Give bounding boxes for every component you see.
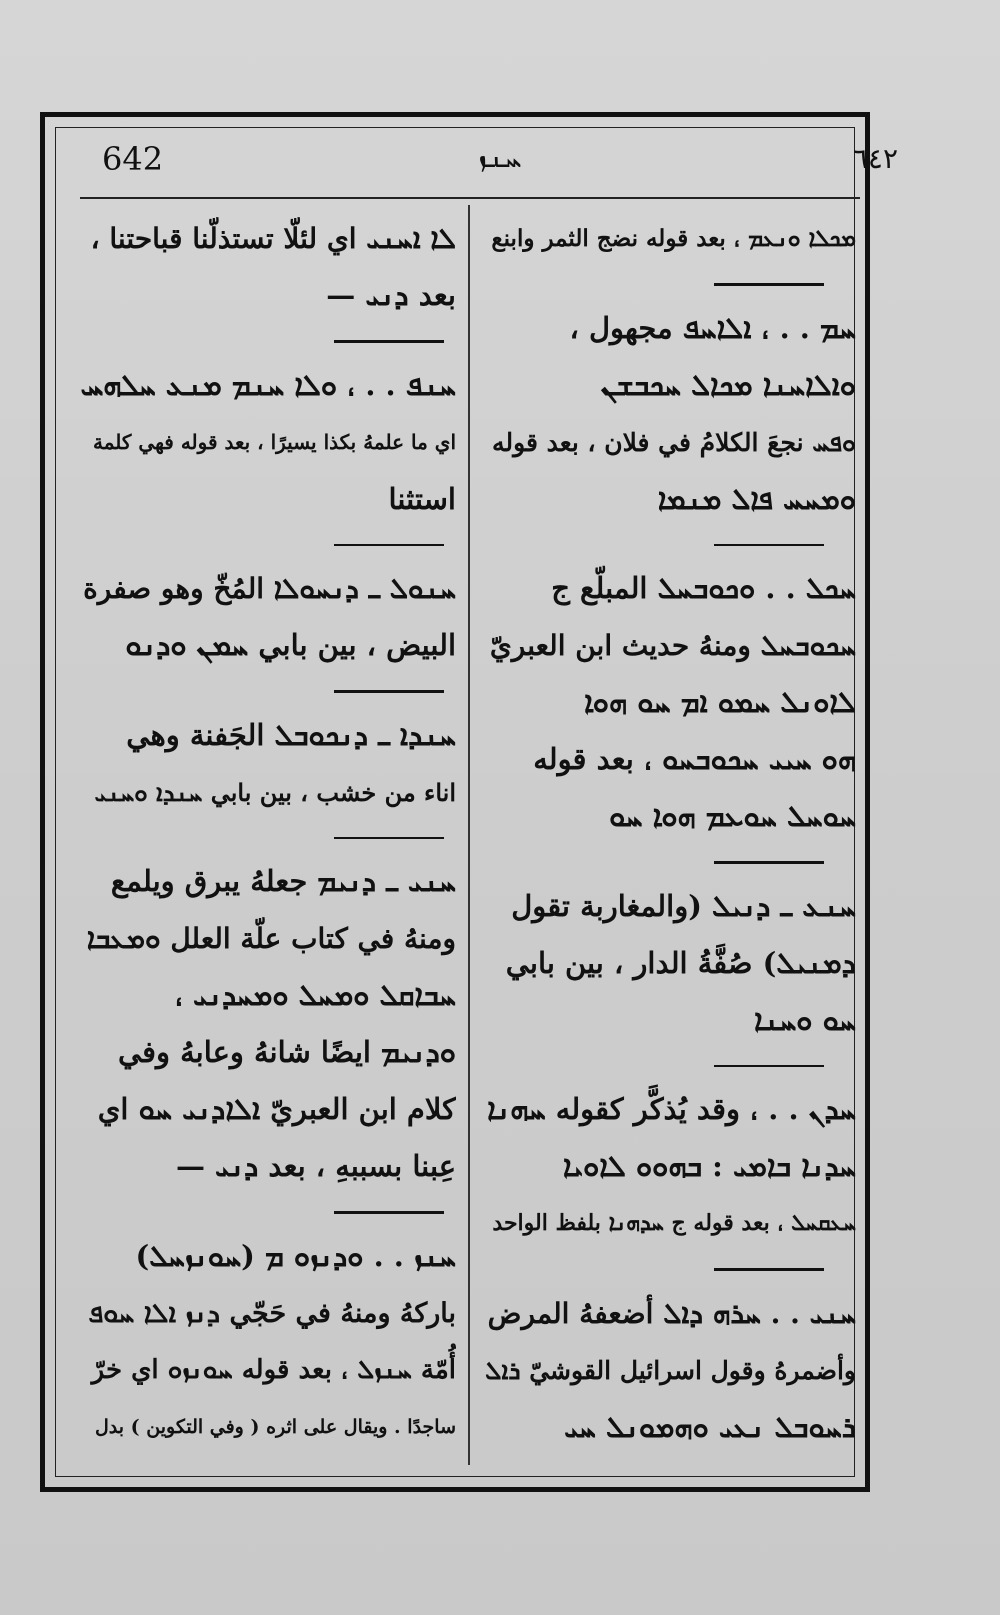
entry-separator xyxy=(334,1211,444,1214)
entry-separator xyxy=(714,283,824,286)
entry-line: ܡܟܠܐ ܘܢܥܡ ، بعد قوله نضج الثمر وابنع xyxy=(491,225,856,252)
entry-line: ܗܘ ܚܝܝ ܚܟܘܒܚܘ ، بعد قوله xyxy=(533,742,856,776)
dictionary-entry xyxy=(80,560,456,674)
entry-line: اناء من خشب ، بين بابي ܚܢܕܐ ܘܚܢܝ xyxy=(94,777,456,807)
entry-line: ܚܘܚܠ ܚܘܥܡ ܗܘܐ ܚܘ xyxy=(609,799,856,833)
page-number-arabic: ٦٤٢ xyxy=(852,142,898,175)
entry-line: ܚܟܠ . . ܘܟܘܒܚܠ المبلّع ج xyxy=(551,571,856,605)
entry-line: ܘܕܢܝܡ ايضًا شانهُ وعابهُ وفي xyxy=(118,1035,456,1069)
entry-line: ܚܢܝ ـ ܕܢܝܡ جعلهُ يبرق ويلمع xyxy=(110,864,456,898)
entry-line: عِبنا بسببهِ ، بعد ܕܢܝ — xyxy=(175,1149,456,1183)
column-divider xyxy=(468,205,470,1465)
entry-line: باركهُ ومنهُ في حَجّي ܕܢܙ ܐܠܐ ܚܘܦ xyxy=(88,1297,456,1329)
entry-separator xyxy=(334,690,444,693)
entry-line: استثنا xyxy=(388,481,456,516)
entry-line: ܚܢܥ ـ ܕܢܝܠ (والمغاربة تقول xyxy=(511,888,856,923)
dictionary-entry xyxy=(482,210,856,267)
header-rule xyxy=(80,197,860,199)
entry-line: ܚܕܢܐ ܒܐܡܝ : ܒܗܘܘ ܠܐܘܝܐ xyxy=(562,1149,856,1183)
entry-line: ܚܒܐܩܠ ܘܡܚܠ ܘܡܚܕܢܝ ، xyxy=(174,978,456,1012)
entry-line: ܚܕܢ . . ، وقد يُذكَّر كقوله ܚܗܢܐ xyxy=(487,1092,856,1126)
entry-separator xyxy=(714,1268,824,1271)
entry-line: ܚܢܙ . . ܘܕܢܙܘ ܡ (ܚܘܢܙܚܠ) xyxy=(135,1238,456,1273)
entry-line: وأضمرهُ وقول اسرائيل القوشيّ ܪܐܠ xyxy=(485,1355,856,1385)
left-column xyxy=(72,210,464,1470)
entry-line: ܚܢܦ . . ، ܘܠܐ ܚܢܡ ܡܢܥ ܚܠܗܚ xyxy=(80,367,456,402)
entry-line: ܘܐܠܐܚܢܐ ܡܟܐܠ ܚܟܒܫܢ xyxy=(600,367,856,402)
dictionary-entry xyxy=(80,210,456,324)
dictionary-entry xyxy=(482,1081,856,1252)
entry-line: البيض ، بين بابي ܚܡܢ ܘܕܢܘ xyxy=(125,628,456,662)
entry-line: اي ما علمهُ بكذا يسيرًا ، بعد قوله فهي كلمة xyxy=(93,429,456,454)
entry-separator xyxy=(334,544,444,547)
entry-line: ܚܢܘܠ ـ ܕܢܚܘܠܐ المُخّ وهو صفرة xyxy=(83,572,456,605)
running-headword: ܚܢܙ xyxy=(478,140,522,175)
entry-line: ܚܟܘܒܚܠ ومنهُ حديث ابن العبريّ xyxy=(489,629,856,662)
entry-line: ܕܡܢܝܠ) صُفَّةُ الدار ، بين بابي xyxy=(505,945,856,980)
entry-line: ܘܦܚ نجعَ الكلامُ في فلان ، بعد قوله xyxy=(492,427,856,457)
entry-separator xyxy=(714,861,824,864)
entry-line: ܚܢܝ . . ܚܪܗ ܕܐܠ أضعفهُ المرض xyxy=(487,1296,856,1330)
page-header xyxy=(60,140,940,190)
dictionary-entry xyxy=(80,853,456,1195)
dictionary-entry xyxy=(80,707,456,821)
dictionary-entry xyxy=(80,1228,456,1456)
entry-separator xyxy=(714,1065,824,1068)
dictionary-entry xyxy=(482,300,856,528)
page-number-latin: 642 xyxy=(102,140,164,178)
entry-separator xyxy=(334,837,444,840)
entry-line: ܚܘ ܘܚܢܐ xyxy=(753,1002,856,1037)
entry-line: ܚܢܕܐ ـ ܕܢܟܘܒܠ الجَفنة وهي xyxy=(126,717,456,752)
dictionary-entry xyxy=(482,560,856,845)
entry-line: أُمّة ܚܢܙܠ ، بعد قوله ܚܘܢܙܘ اي خرّ xyxy=(91,1354,456,1385)
entry-line: ܠܐܘܢܠ ܚܡܘ ܐܡ ܚܘ ܗܘܐ xyxy=(584,685,856,719)
entry-separator xyxy=(334,340,444,343)
dictionary-entry xyxy=(482,1285,856,1456)
entry-line: ساجدًا . ويقال على اثره ( وفي التكوين ) بدل xyxy=(95,1415,456,1438)
entry-line: ܠܐ ܐܚܢܝ اي لئلّا تستذلّنا قباحتنا ، xyxy=(90,222,456,255)
right-column xyxy=(474,210,864,1470)
dictionary-entry xyxy=(482,878,856,1049)
dictionary-entry xyxy=(80,357,456,528)
entry-line: ܘܡܚܚ ܦܐܠ ܡܢܡܐ xyxy=(657,481,856,516)
entry-line: ومنهُ في كتاب علّة العلل ܘܡܥܒܐ xyxy=(86,922,456,955)
entry-line: ܪܚܘܒܠ ܢܥܝ ܘܗܡܘܢܠ ܚܝ xyxy=(564,1409,856,1444)
entry-line: ܚܡ . . ، ܐܠܐܚܦ مجهول ، xyxy=(569,310,856,345)
entry-line: ܚܥܩܚܠ ، بعد قوله ج ܚܕܗܢܐ بلفظ الواحد xyxy=(492,1210,856,1236)
entry-line: كلام ابن العبريّ ܐܠܐܕܢܝ ܚܘ اي xyxy=(97,1092,456,1126)
entry-line: بعد ܕܢܝ — xyxy=(326,278,456,312)
entry-separator xyxy=(714,544,824,547)
